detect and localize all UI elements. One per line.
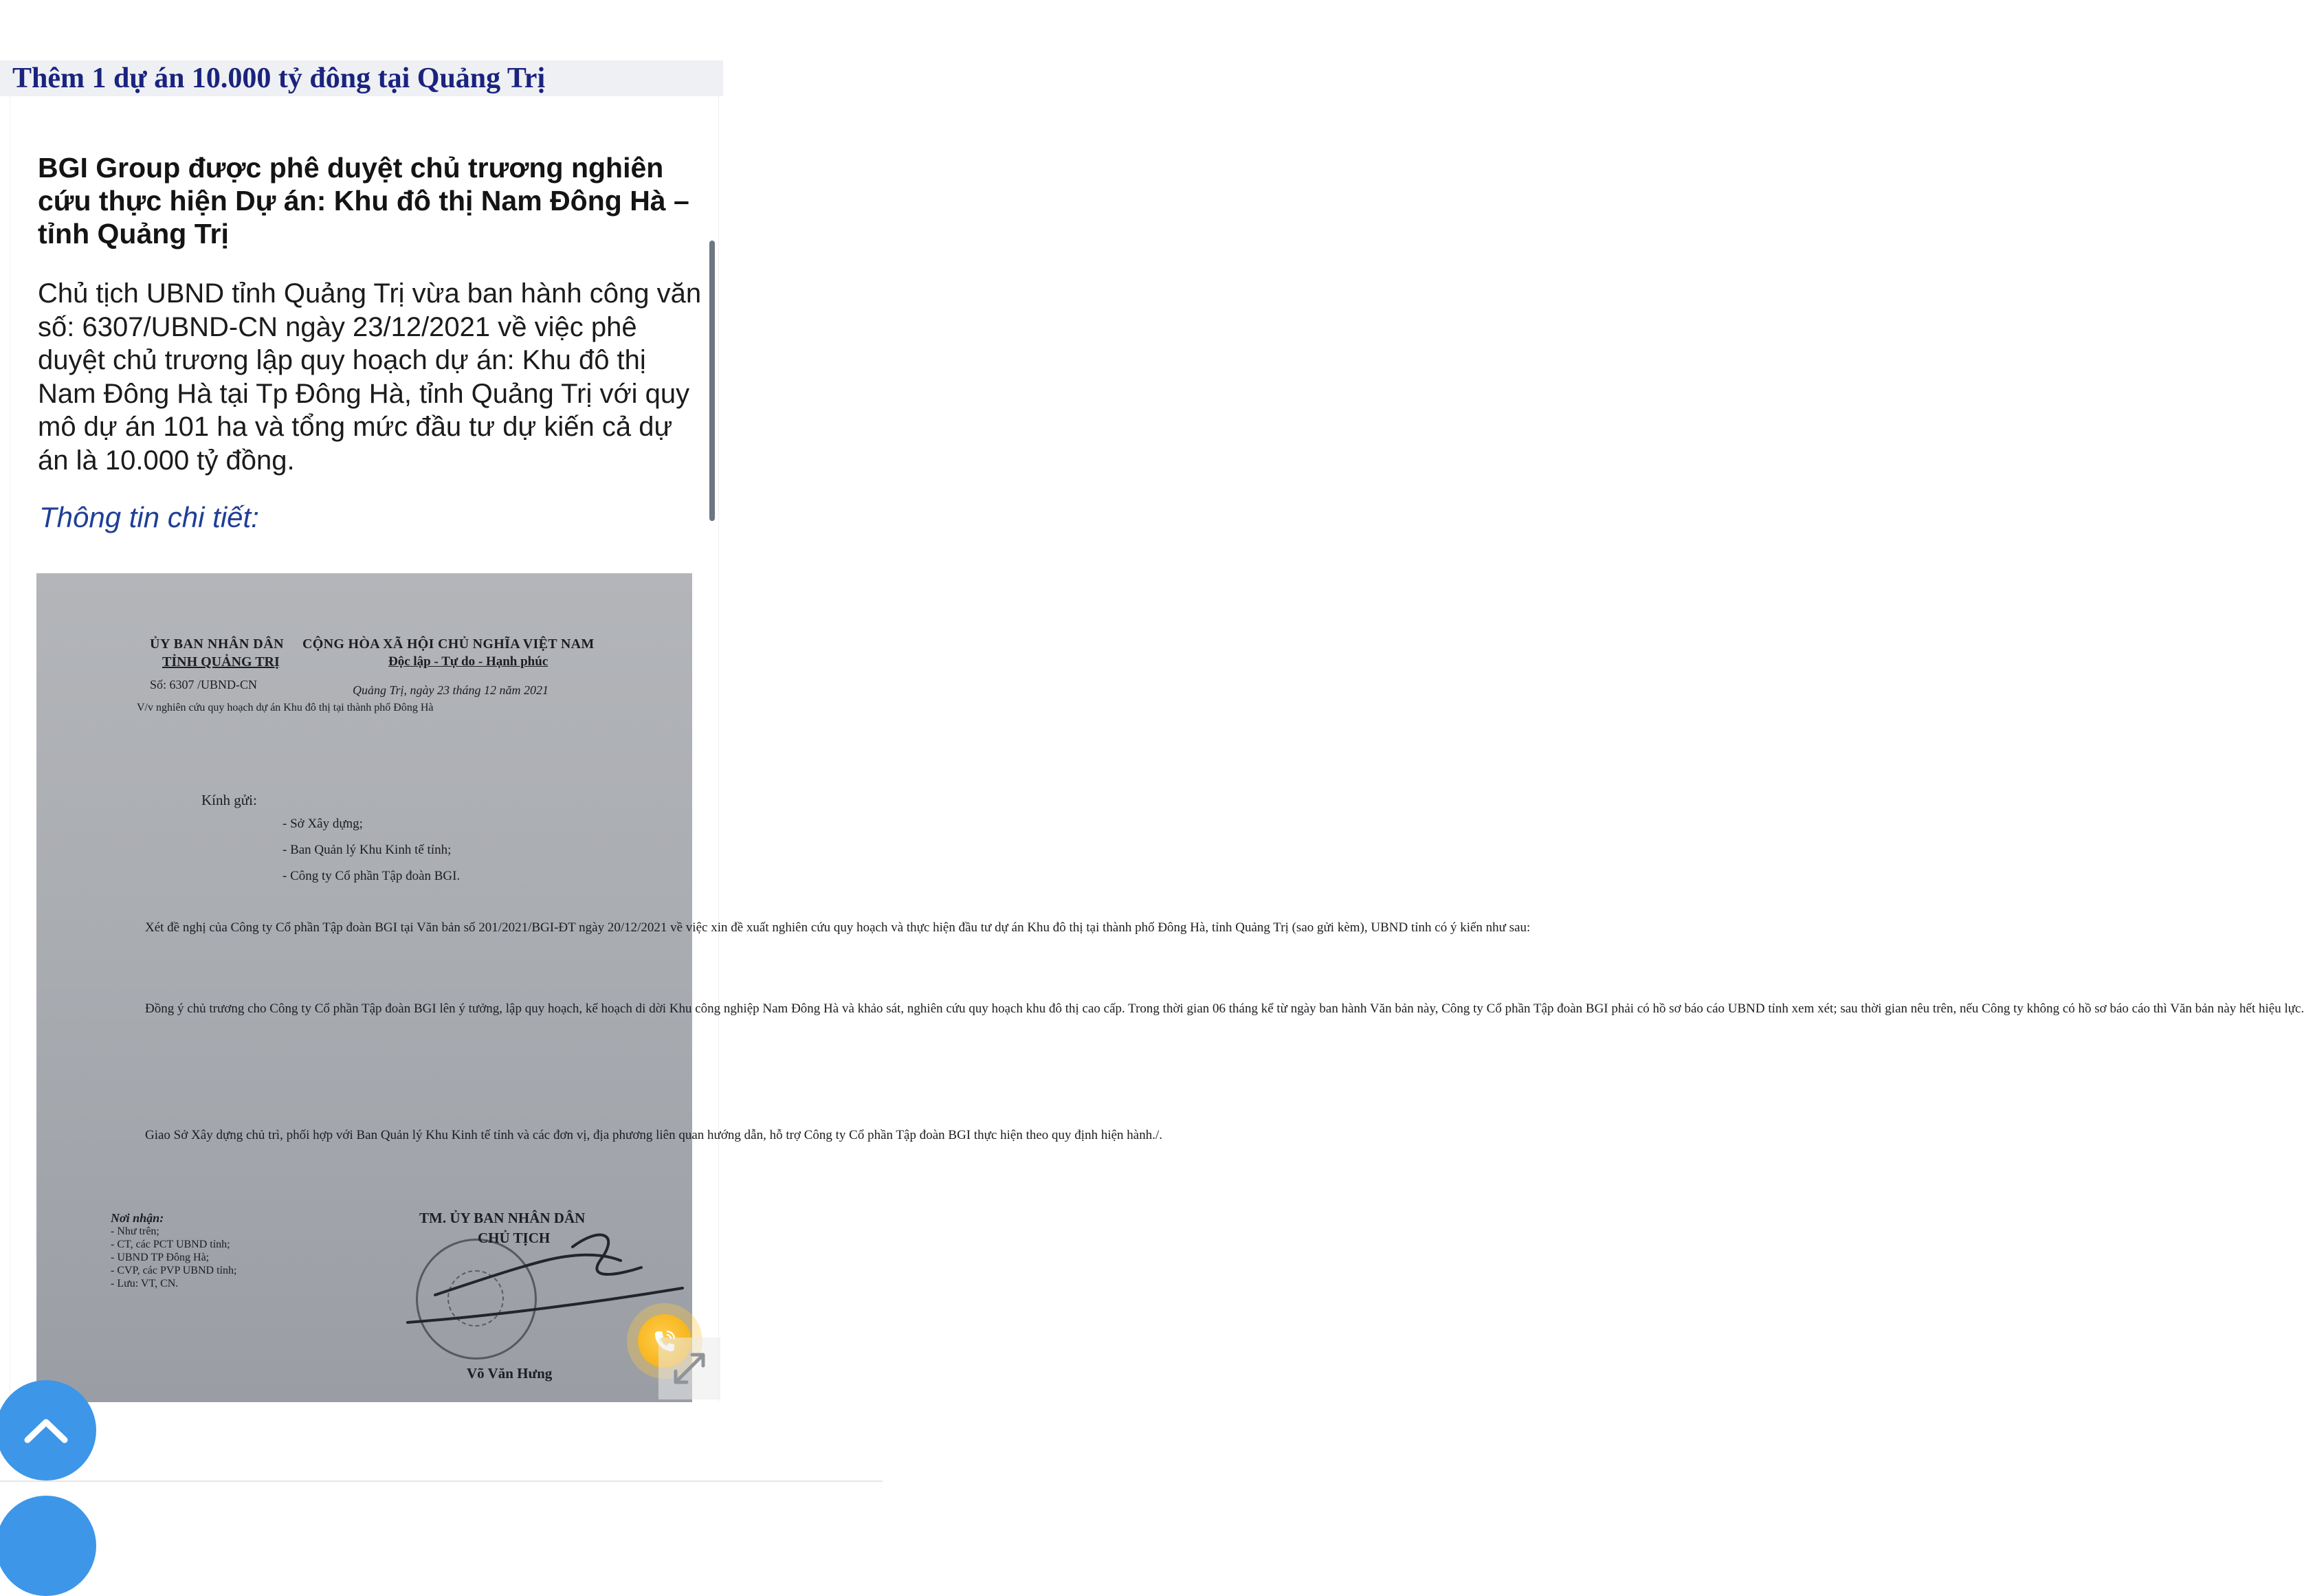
article-lead: Chủ tịch UBND tỉnh Quảng Trị vừa ban hành công văn số: 6307/UBND-CN ngày 23/12/2021 về việc phê duyệt chủ trương lập quy hoạch dự án: Khu đô thị Nam Đông Hà tại Tp Đông Hà, tỉnh Quảng Trị với quy mô dự án 101 ha và tổng mức đầu tư dự kiến cả dự án là 10.000 tỷ đồng. bbox=[38, 278, 702, 476]
scrollbar-thumb[interactable] bbox=[709, 241, 715, 521]
doc-province: TỈNH QUẢNG TRỊ bbox=[162, 654, 280, 669]
expand-image-button[interactable] bbox=[658, 1338, 720, 1399]
chevron-up-icon bbox=[22, 1415, 70, 1445]
doc-recipient-item: - CVP, các PVP UBND tỉnh; bbox=[111, 1265, 237, 1276]
doc-sign-org: TM. ỦY BAN NHÂN DÂN bbox=[419, 1210, 586, 1226]
doc-recipient-item: - Như trên; bbox=[111, 1226, 159, 1237]
doc-recipients-label: Nơi nhận: bbox=[111, 1211, 164, 1225]
doc-signer: Võ Văn Hưng bbox=[467, 1365, 553, 1382]
page-title: Thêm 1 dự án 10.000 tỷ đông tại Quảng Trị bbox=[0, 60, 723, 96]
details-label: Thông tin chi tiết: bbox=[39, 501, 259, 533]
article-headline: BGI Group được phê duyệt chủ trương nghiên cứu thực hiện Dự án: Khu đô thị Nam Đông Hà – tỉnh Quảng Trị bbox=[38, 152, 689, 250]
doc-recipient-item: - CT, các PCT UBND tỉnh; bbox=[111, 1239, 230, 1250]
doc-recipient-to: - Công ty Cổ phần Tập đoàn BGI. bbox=[283, 869, 461, 883]
floating-action-button[interactable] bbox=[0, 1496, 96, 1596]
doc-greeting: Kính gửi: bbox=[201, 792, 257, 808]
doc-number: Số: 6307 /UBND-CN bbox=[150, 678, 258, 691]
document-image[interactable] bbox=[36, 573, 2304, 1402]
divider bbox=[0, 1481, 883, 1482]
doc-subject: V/v nghiên cứu quy hoạch dự án Khu đô thị tại thành phố Đông Hà bbox=[137, 702, 434, 713]
doc-paragraph: Xét đề nghị của Công ty Cổ phần Tập đoàn BGI tại Văn bản số 201/2021/BGI-ĐT ngày 20/12/2021 về việc xin đề xuất nghiên cứu quy hoạch và thực hiện đầu tư dự án Khu đô thị tại thành phố Đông Hà, tỉnh Quảng Trị (sao gửi kèm), UBND tỉnh có ý kiến như sau: bbox=[145, 920, 1531, 935]
doc-nation: CỘNG HÒA XÃ HỘI CHỦ NGHĨA VIỆT NAM bbox=[302, 636, 595, 652]
doc-paragraph: Giao Sở Xây dựng chủ trì, phối hợp với Ban Quản lý Khu Kinh tế tỉnh và các đơn vị, địa phương liên quan hướng dẫn, hỗ trợ Công ty Cổ phần Tập đoàn BGI thực hiện theo quy định hiện hành./. bbox=[145, 1128, 1163, 1142]
expand-icon bbox=[669, 1348, 710, 1389]
doc-recipient-item: - UBND TP Đông Hà; bbox=[111, 1252, 210, 1263]
doc-motto: Độc lập - Tự do - Hạnh phúc bbox=[388, 654, 549, 669]
doc-recipient-to: - Ban Quản lý Khu Kinh tế tỉnh; bbox=[283, 843, 452, 857]
doc-recipient-to: - Sở Xây dựng; bbox=[283, 817, 363, 831]
doc-agency: ỦY BAN NHÂN DÂN bbox=[150, 636, 285, 652]
doc-recipient-item: - Lưu: VT, CN. bbox=[111, 1278, 179, 1289]
doc-paragraph: Đồng ý chủ trương cho Công ty Cổ phần Tập đoàn BGI lên ý tưởng, lập quy hoạch, kế hoạch di dời Khu công nghiệp Nam Đông Hà và khảo sát, nghiên cứu quy hoạch khu đô thị cao cấp. Trong thời gian 06 tháng kể từ ngày ban hành Văn bản này, Công ty Cổ phần Tập đoàn BGI phải có hồ sơ báo cáo UBND tỉnh xem xét; sau thời gian nêu trên, nếu Công ty không có hồ sơ báo cáo thì Văn bản này hết hiệu lực. bbox=[145, 1001, 2304, 1016]
doc-sign-title: CHỦ TỊCH bbox=[478, 1230, 551, 1246]
doc-recipients-list bbox=[111, 1225, 317, 1290]
scroll-to-top-button[interactable] bbox=[0, 1380, 96, 1481]
doc-dateline: Quảng Trị, ngày 23 tháng 12 năm 2021 bbox=[353, 683, 549, 697]
